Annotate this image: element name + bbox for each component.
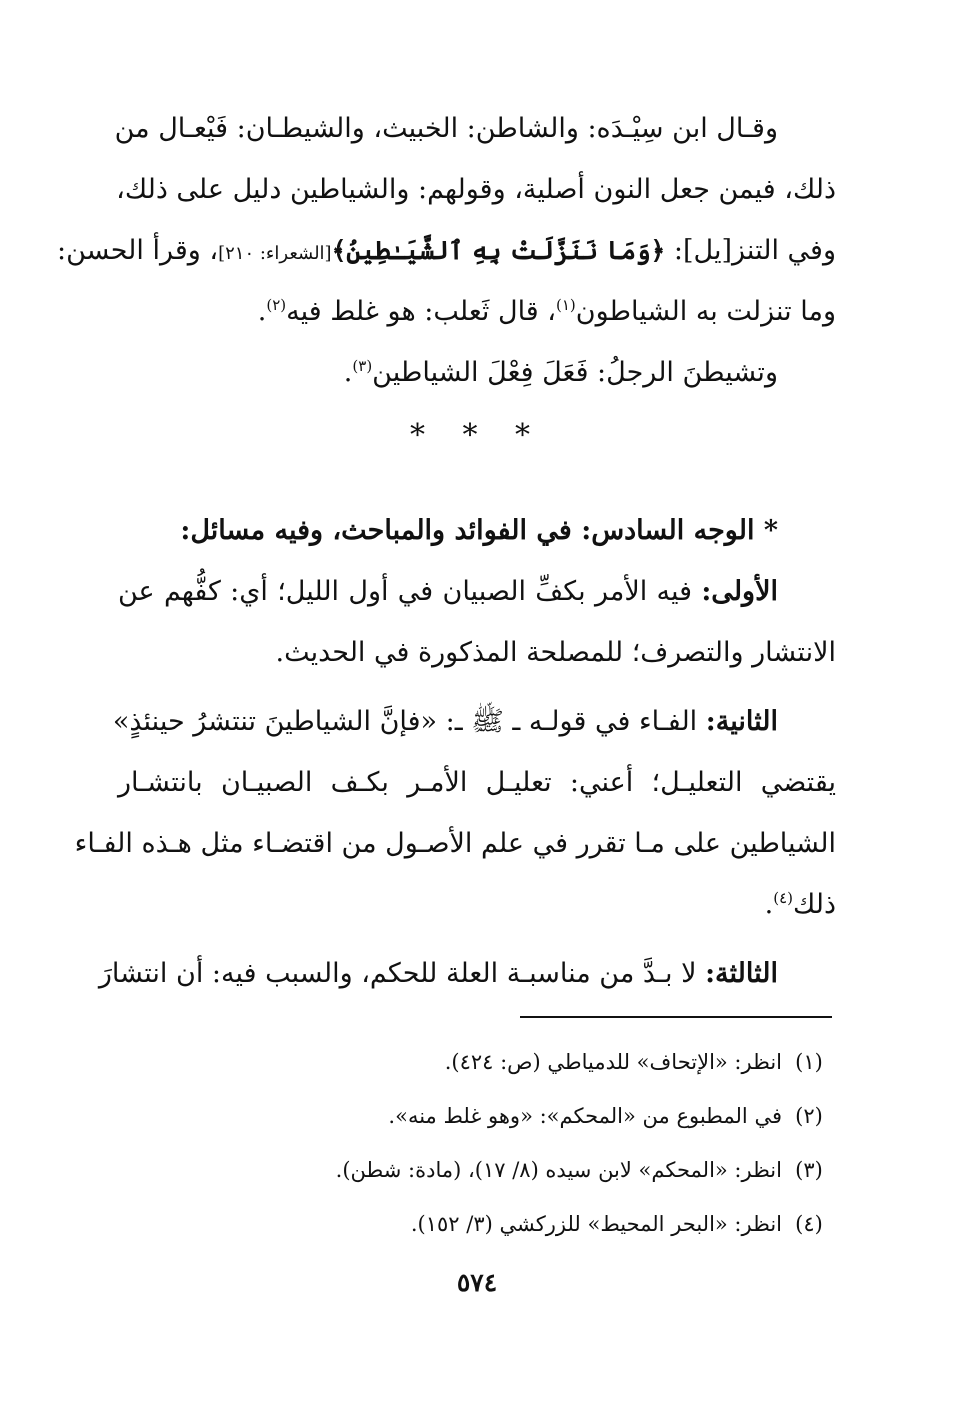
quran-verse: ﴿وَمَا نَنَزَّلَتْ بِهِ ٱلشَّيَـٰطِينُ﴾ <box>331 236 666 265</box>
text-fragment: ، قال ثَعلب: هو غلط فيه <box>286 296 556 327</box>
paragraph-2 <box>118 342 836 403</box>
text-fragment: لا بـدَّ من مناسبـة العلة للحكم، والسبب فيه: أن انتشارَ <box>98 958 697 989</box>
issue-2-line-1 <box>112 691 836 752</box>
paragraph-1-line-4 <box>118 281 836 342</box>
footnote-3 <box>118 1143 836 1197</box>
text-fragment: وفي التنز[يل]: <box>673 235 836 266</box>
text-fragment: . <box>343 357 353 388</box>
footnote-text: انظر: «الإتحاف» للدمياطي (ص: ٤٢٤). <box>444 1050 782 1074</box>
verse-reference: [الشعراء: ٢١٠] <box>218 243 332 264</box>
issue-1-line-2: الانتشار والتصرف؛ للمصلحة المذكورة في الحديث. <box>275 637 836 668</box>
footnote-number: (٣) <box>795 1158 823 1182</box>
footnote-text: في المطبوع من «المحكم»: «وهو غلط منه». <box>388 1104 782 1128</box>
footnote-number: (٢) <box>795 1104 823 1128</box>
footnote-marker-2[interactable]: (٢) <box>266 296 287 314</box>
section-separator: * * * <box>409 418 545 453</box>
main-text-continued <box>74 500 836 1004</box>
issue-2-line-4 <box>118 874 836 935</box>
main-text <box>56 98 836 403</box>
footnote-text: انظر: «البحر المحيط» للزركشي (٣/ ١٥٢). <box>410 1212 782 1236</box>
issue-3-label: الثالثة: <box>705 958 778 989</box>
text-fragment: . <box>764 889 774 920</box>
issue-2-line-3: الشياطين على مـا تقرر في علم الأصـول من اقتضـاء مثل هـذه الفـاء <box>74 828 836 859</box>
footnote-marker-3[interactable]: (٣) <box>352 357 373 375</box>
footnote-number: (٤) <box>795 1212 823 1236</box>
text-fragment: . <box>257 296 267 327</box>
issue-3-line-1 <box>98 943 836 1004</box>
footnote-text: انظر: «المحكم» لابن سيده (٨/ ١٧)، (مادة: شطن). <box>335 1158 782 1182</box>
section-heading: * الوجه السادس: في الفوائد والمباحث، وفيه مسائل: <box>180 515 778 546</box>
issue-1-label: الأولى: <box>701 576 778 607</box>
page-number: ٥٧٤ <box>456 1268 498 1297</box>
text-fragment: الفـاء في قولـه ـ ﷺ ـ: «فإنَّ الشياطينَ تنتشرُ حينئذٍ» <box>112 706 698 737</box>
paragraph-1-line-3 <box>56 220 836 281</box>
footnote-marker-1[interactable]: (١) <box>556 296 576 314</box>
text-fragment: ذلك <box>792 889 836 920</box>
footnotes <box>118 1035 836 1251</box>
footnote-2 <box>118 1089 836 1143</box>
footnote-4 <box>118 1197 836 1251</box>
footnote-divider <box>520 1016 832 1018</box>
footnote-number: (١) <box>795 1050 823 1074</box>
text-fragment: فيه الأمر بكفِّ الصبيان في أول الليل؛ أي: كفُّهم عن <box>118 576 693 607</box>
issue-1-line-1 <box>118 561 836 622</box>
text-fragment: وتشيطنَ الرجلُ: فَعَلَ فِعْلَ الشياطين <box>372 357 778 388</box>
issue-2-label: الثانية: <box>705 706 778 737</box>
text-fragment: وما تنزلت به الشياطون <box>575 296 836 327</box>
issue-2-line-2: يقتضي التعليـل؛ أعني: تعليـل الأمـر بكـف الصبيـان بانتشـار <box>118 767 836 798</box>
paragraph-1-line-1: وقـال ابن سِيْـدَه: والشاطن: الخبيث، والشيطـان: فَيْعـال من <box>114 113 778 144</box>
paragraph-1-line-2: ذلك، فيمن جعل النون أصلية، وقولهم: والشياطين دليل على ذلك، <box>116 174 836 205</box>
footnote-1 <box>118 1035 836 1089</box>
footnote-marker-4[interactable]: (٤) <box>773 889 793 907</box>
text-fragment: ، وقرأ الحسن: <box>56 235 219 266</box>
